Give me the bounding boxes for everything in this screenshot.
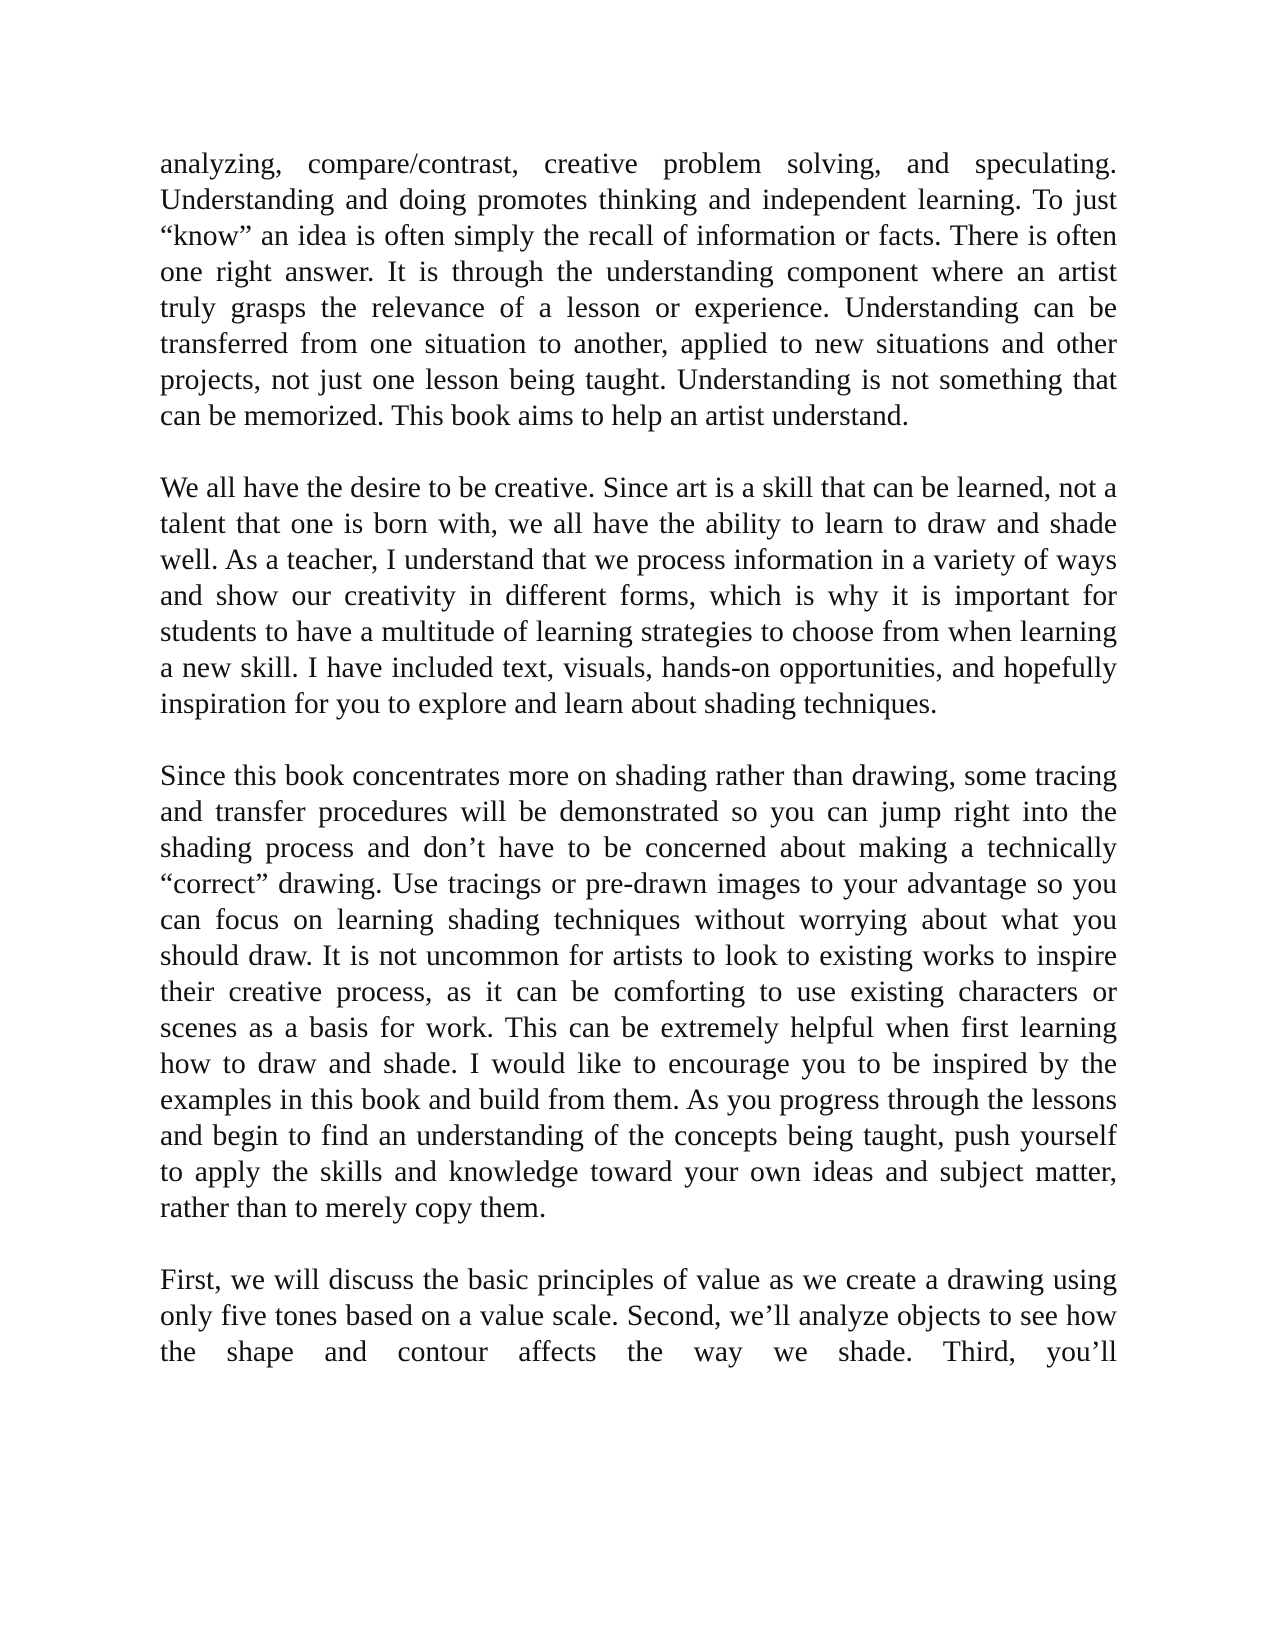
paragraph-understanding: analyzing, compare/contrast, creative problem solving, and speculating. Understanding and doing promotes thinking and independent learning. To just “know” an idea is often simply the recall of information or facts. There is often one right answer. It is through the understanding component where an artist truly grasps the relevance of a lesson or experience. Understanding can be transferred from one situation to another, applied to new situations and other projects, not just one lesson being taught. Understanding is not something that can be memorized. This book aims to help an artist understand. [160, 148, 1117, 432]
body-text [160, 146, 1117, 1370]
paragraph-creativity: We all have the desire to be creative. Since art is a skill that can be learned, not a talent that one is born with, we all have the ability to learn to draw and shade well. As a teacher, I understand that we process information in a variety of ways and show our creativity in different forms, which is why it is important for students to have a multitude of learning strategies to choose from when learning a new skill. I have included text, visuals, hands-on opportunities, and hopefully inspiration for you to explore and learn about shading techniques. [160, 472, 1117, 720]
paragraph-tracing: Since this book concentrates more on shading rather than drawing, some tracing and transfer procedures will be demonstrated so you can jump right into the shading process and don’t have to be concerned about making a technically “correct” drawing. Use tracings or pre-drawn images to your advantage so you can focus on learning shading techniques without worrying about what you should draw. It is not uncommon for artists to look to existing works to inspire their creative process, as it can be comforting to use existing characters or scenes as a basis for work. This can be extremely helpful when first learning how to draw and shade. I would like to encourage you to be inspired by the examples in this book and build from them. As you progress through the lessons and begin to find an understanding of the concepts being taught, push yourself to apply the skills and knowledge toward your own ideas and subject matter, rather than to merely copy them. [160, 760, 1117, 1224]
paragraph-value-principles: First, we will discuss the basic principles of value as we create a drawing using only five tones based on a value scale. Second, we’ll analyze objects to see how the shape and contour affects the way we shade. Third, you’ll [160, 1264, 1117, 1368]
